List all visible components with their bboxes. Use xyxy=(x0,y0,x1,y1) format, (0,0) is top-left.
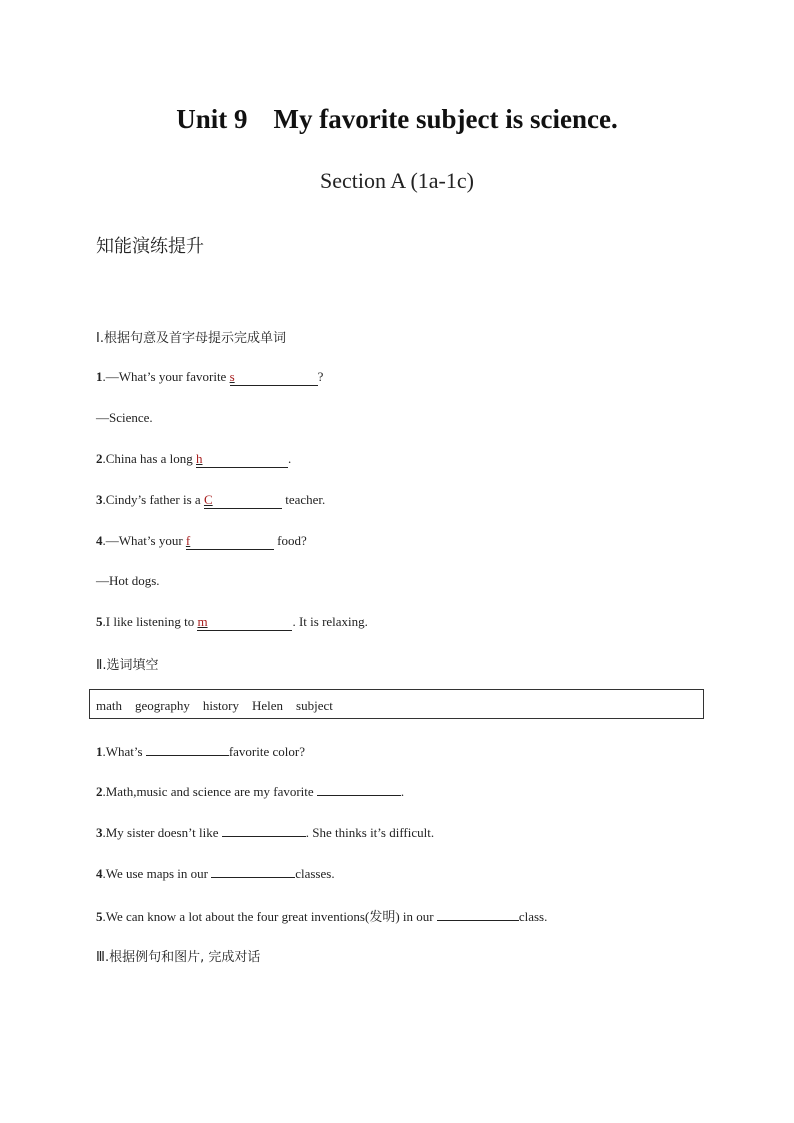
question-text: .Math,music and science are my favorite xyxy=(102,784,317,799)
part1-question-2 xyxy=(96,451,291,468)
question-tail: . She thinks it’s difficult. xyxy=(305,825,435,840)
answer-blank[interactable] xyxy=(146,743,229,756)
question-number: 2 xyxy=(96,784,103,799)
question-tail: . xyxy=(288,451,292,466)
question-tail: ? xyxy=(317,369,324,384)
question-number: 1 xyxy=(96,369,103,384)
question-text: .What’s xyxy=(102,744,146,759)
question-tail: . xyxy=(400,784,405,799)
answer-blank[interactable] xyxy=(437,908,519,921)
part1-question-4 xyxy=(96,533,307,550)
part2-heading: Ⅱ.选词填空 xyxy=(96,658,159,673)
question-text: .I like listening to xyxy=(102,614,198,629)
question-number: 2 xyxy=(96,451,103,466)
question-text: .China has a long xyxy=(102,451,197,466)
question-number: 5 xyxy=(96,909,103,924)
hint-letter: m xyxy=(197,614,208,629)
question-text: .—What’s your xyxy=(102,533,186,548)
answer-blank[interactable] xyxy=(197,614,292,631)
practice-heading: 知能演练提升 xyxy=(96,236,204,257)
question-number: 3 xyxy=(96,825,103,840)
question-tail: . It is relaxing. xyxy=(292,614,368,629)
unit-label: Unit 9 xyxy=(176,104,248,134)
question-text: .—What’s your favorite xyxy=(102,369,230,384)
word-bank-item: geography xyxy=(135,698,190,713)
part1-question-1 xyxy=(96,369,323,386)
question-number: 4 xyxy=(96,866,103,881)
unit-title: My favorite subject is science. xyxy=(273,104,618,134)
hint-letter: s xyxy=(229,369,235,384)
part2-question-3 xyxy=(96,824,434,841)
dialog-line: —Hot dogs. xyxy=(96,573,160,588)
answer-blank[interactable] xyxy=(222,824,306,837)
part1-question-5 xyxy=(96,614,368,631)
dialog-line: —Science. xyxy=(96,410,153,425)
part1-heading: Ⅰ.根据句意及首字母提示完成单词 xyxy=(96,331,286,346)
part3-heading: Ⅲ.根据例句和图片, 完成对话 xyxy=(96,950,261,965)
word-bank-item: math xyxy=(96,698,122,713)
question-tail: teacher. xyxy=(281,492,326,507)
hint-letter: f xyxy=(185,533,191,548)
section-subtitle: Section A (1a-1c) xyxy=(320,168,474,193)
part2-question-4 xyxy=(96,865,335,882)
question-tail: food? xyxy=(273,533,307,548)
question-text: .My sister doesn’t like xyxy=(102,825,222,840)
answer-blank[interactable] xyxy=(230,369,318,386)
question-text: .We use maps in our xyxy=(102,866,212,881)
question-number: 3 xyxy=(96,492,103,507)
question-tail: favorite color? xyxy=(228,744,305,759)
question-text: .We can know a lot about the four great inventions(发明) in our xyxy=(102,909,437,924)
word-bank-item: history xyxy=(202,698,239,713)
question-text: .Cindy’s father is a xyxy=(102,492,204,507)
question-number: 1 xyxy=(96,744,103,759)
answer-blank[interactable] xyxy=(211,865,295,878)
part2-question-2 xyxy=(96,783,404,800)
page-title xyxy=(0,104,794,135)
answer-blank[interactable] xyxy=(204,492,282,509)
question-number: 4 xyxy=(96,533,103,548)
word-bank-item: subject xyxy=(296,698,333,713)
word-bank xyxy=(96,698,346,714)
answer-blank[interactable] xyxy=(186,533,274,550)
hint-letter: h xyxy=(196,451,203,466)
answer-blank[interactable] xyxy=(317,783,401,796)
question-number: 5 xyxy=(96,614,103,629)
word-bank-item: Helen xyxy=(252,698,284,713)
question-tail: classes. xyxy=(295,866,335,881)
part1-question-3 xyxy=(96,492,325,509)
word-bank-box xyxy=(89,689,704,719)
part2-question-1 xyxy=(96,743,305,760)
part2-question-5 xyxy=(96,906,547,925)
hint-letter: C xyxy=(203,492,213,507)
answer-blank[interactable] xyxy=(196,451,288,468)
question-tail: class. xyxy=(518,909,548,924)
